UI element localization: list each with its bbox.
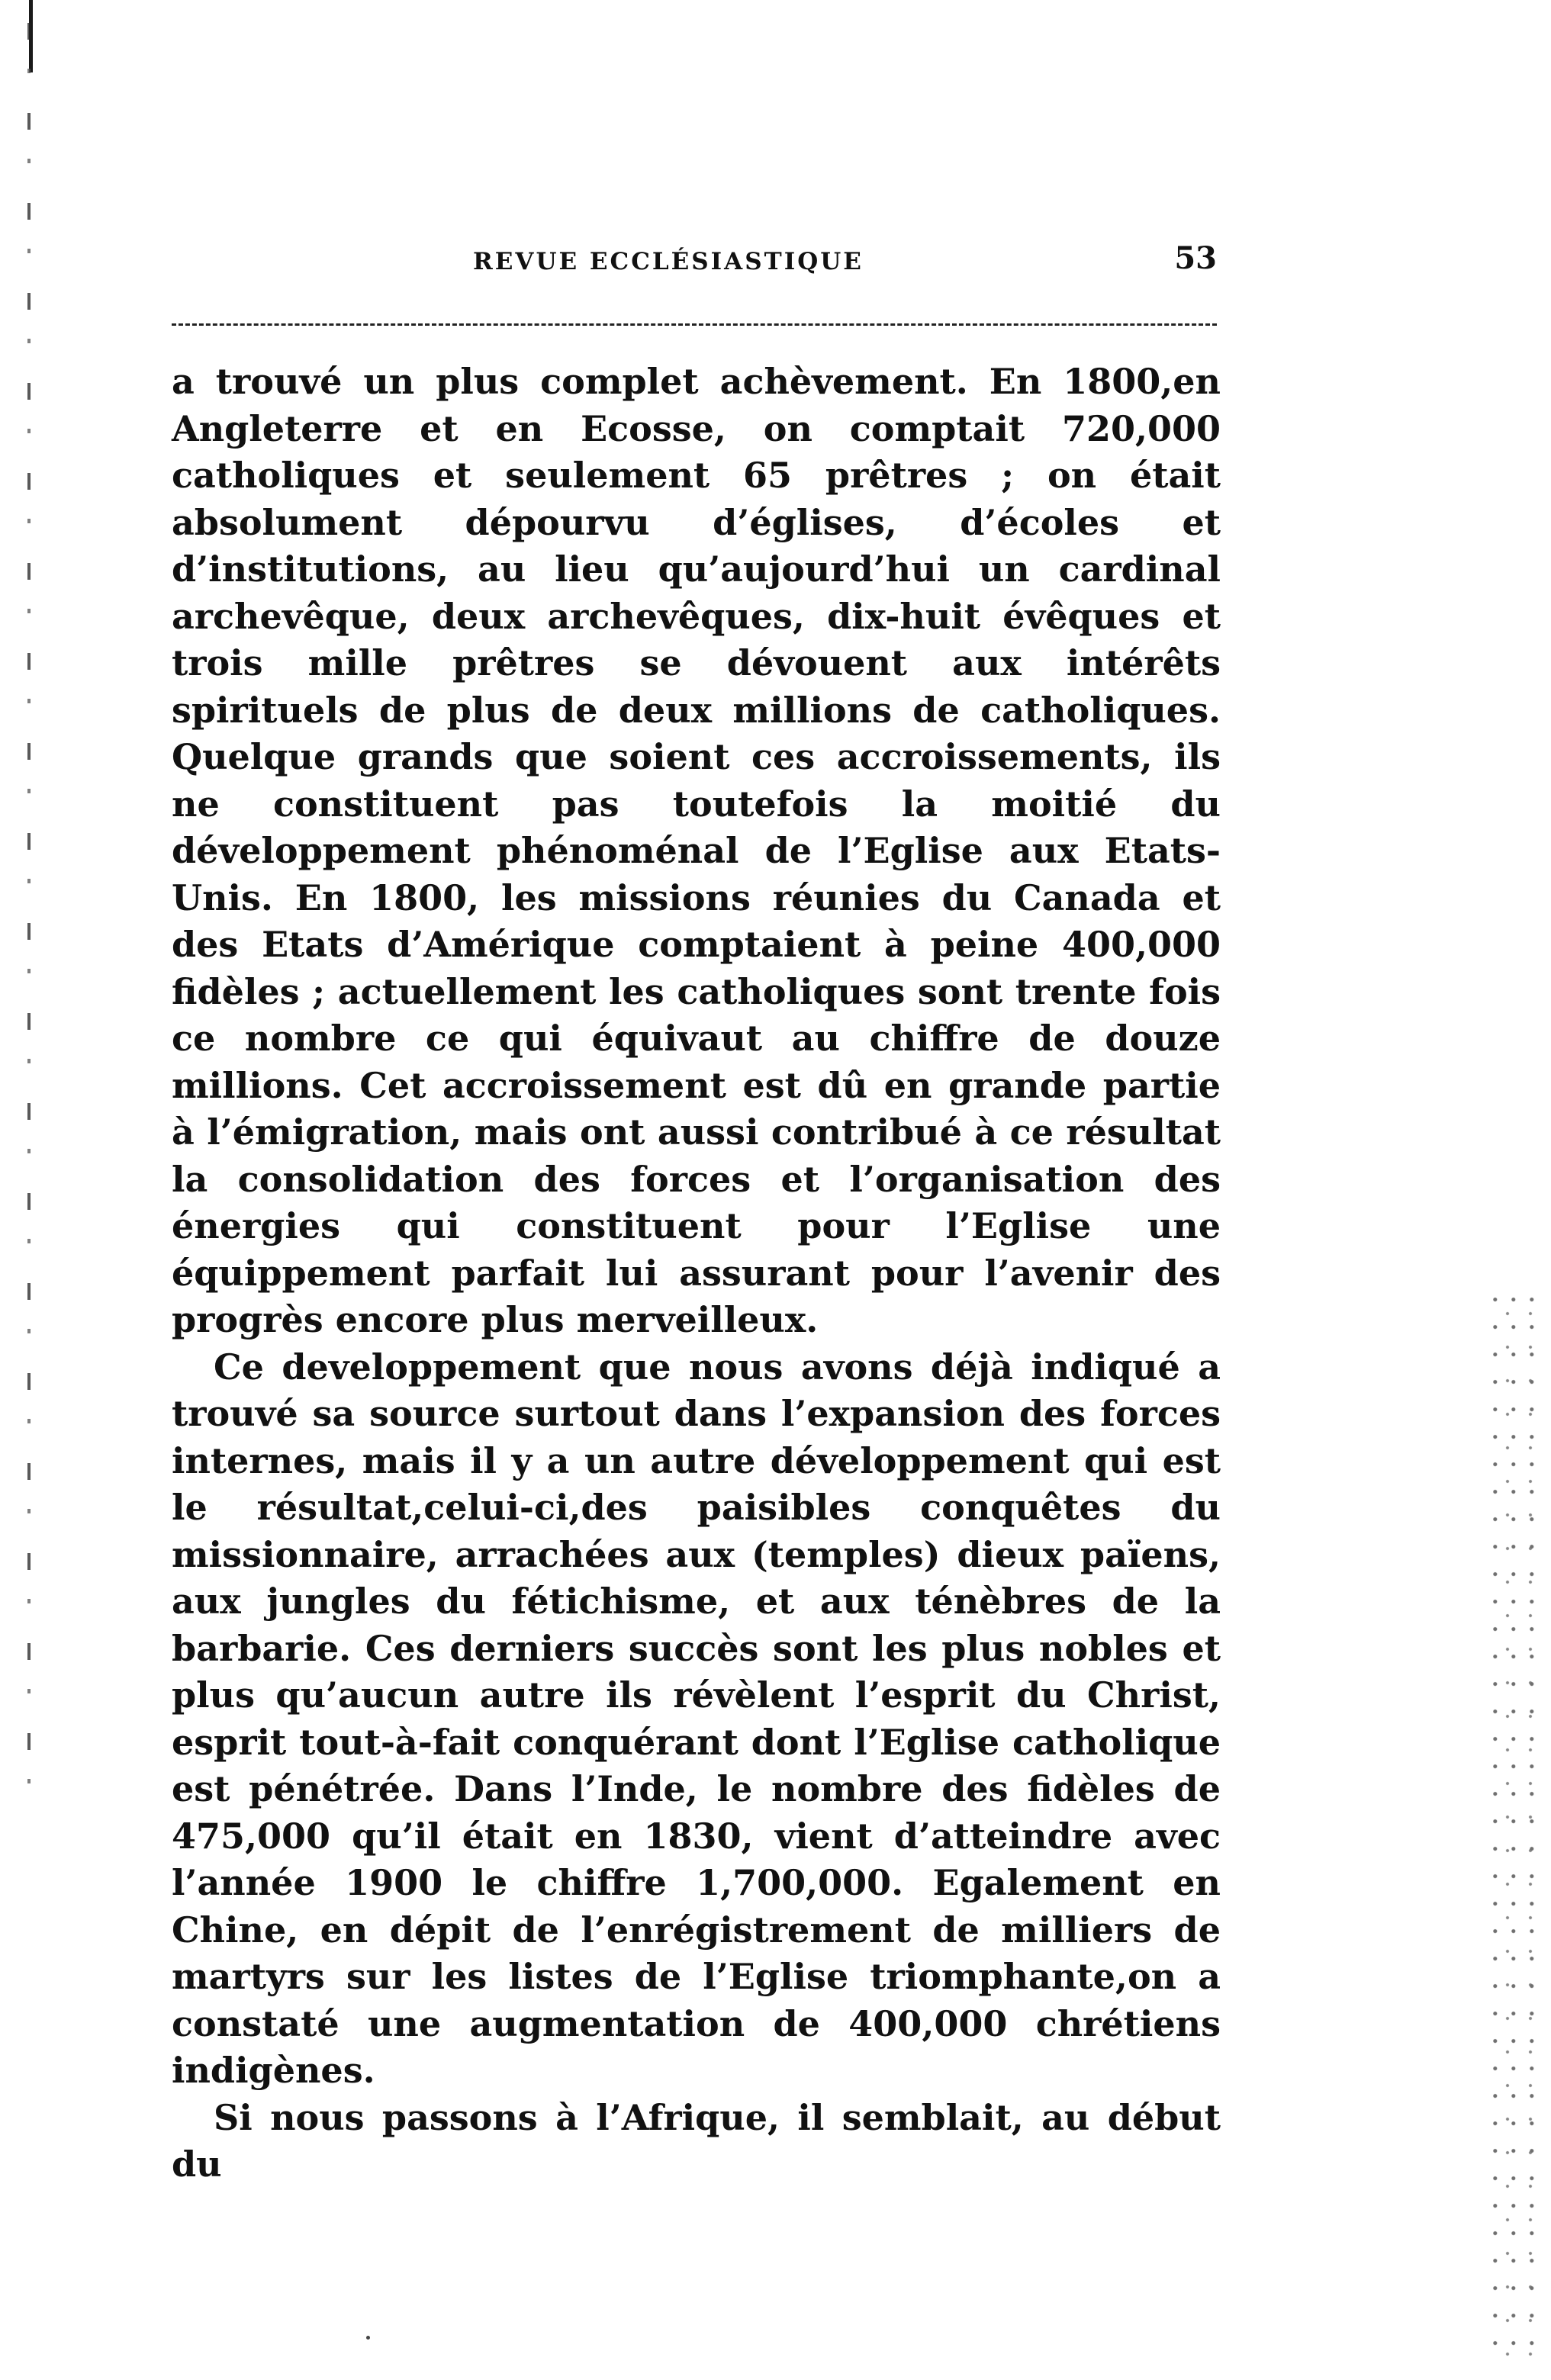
running-title: REVUE ECCLÉSIASTIQUE [473, 248, 864, 275]
left-gutter-specks [27, 23, 31, 1823]
paragraph-2: Ce developpement que nous avons déjà indiqué a trouvé sa source surtout dans l’expansion des forces internes, mais il y a un autre développement qui est le résultat,celui-ci,des paisibles conquêtes du missionnaire, arrachées aux (temples) dieux païens, aux jungles du fétichisme, et aux ténèbres de la barbarie. Ces derniers succès sont les plus nobles et plus qu’aucun autre ils révèlent l’esprit du Christ, esprit tout-à-fait conquérant dont l’Eglise catholique est pénétrée. Dans l’Inde, le nombre des fidèles de 475,000 qu’il était en 1830, vient d’atteindre avec l’année 1900 le chiffre 1,700,000. Egalement en Chine, en dépit de l’enrégistrement de milliers de martyrs sur les listes de l’Eglise triomphante,on a constaté une augmentation de 400,000 chrétiens indigènes. [172, 1346, 1221, 2091]
body-text [172, 359, 1221, 2189]
paragraph-3: Si nous passons à l’Afrique, il semblait, au début du [172, 2096, 1221, 2185]
page-number: 53 [1174, 240, 1217, 276]
ink-speck [366, 2336, 370, 2340]
page-header [172, 240, 1217, 286]
header-rule [172, 323, 1217, 326]
paragraph-1: a trouvé un plus complet achèvement. En 1800,en Angleterre et en Ecosse, on comptait 720,000 catholiques et seulement 65 prêtres ; on était absolument dépourvu d’églises, d’écoles et d’institutions, au lieu qu’aujourd’hui un cardinal archevêque, deux archevêques, dix-huit évêques et trois mille prêtres se dévouent aux intérêts spirituels de plus de deux millions de catholiques. Quelque grands que soient ces accroissements, ils ne constituent pas toutefois la moitié du développement phénoménal de l’Eglise aux Etats-Unis. En 1800, les missions réunies du Canada et des Etats d’Amérique comptaient à peine 400,000 fidèles ; actuellement les catholiques sont trente fois ce nombre ce qui équivaut au chiffre de douze millions. Cet accroissement est dû en grande partie à l’émigration, mais ont aussi contribué à ce résultat la consolidation des forces et l’organisation des énergies qui constituent pour l’Eglise une équippement parfait lui assurant pour l’avenir des progrès encore plus merveilleux. [172, 361, 1221, 1340]
right-gutter-specks [1491, 1297, 1545, 2365]
